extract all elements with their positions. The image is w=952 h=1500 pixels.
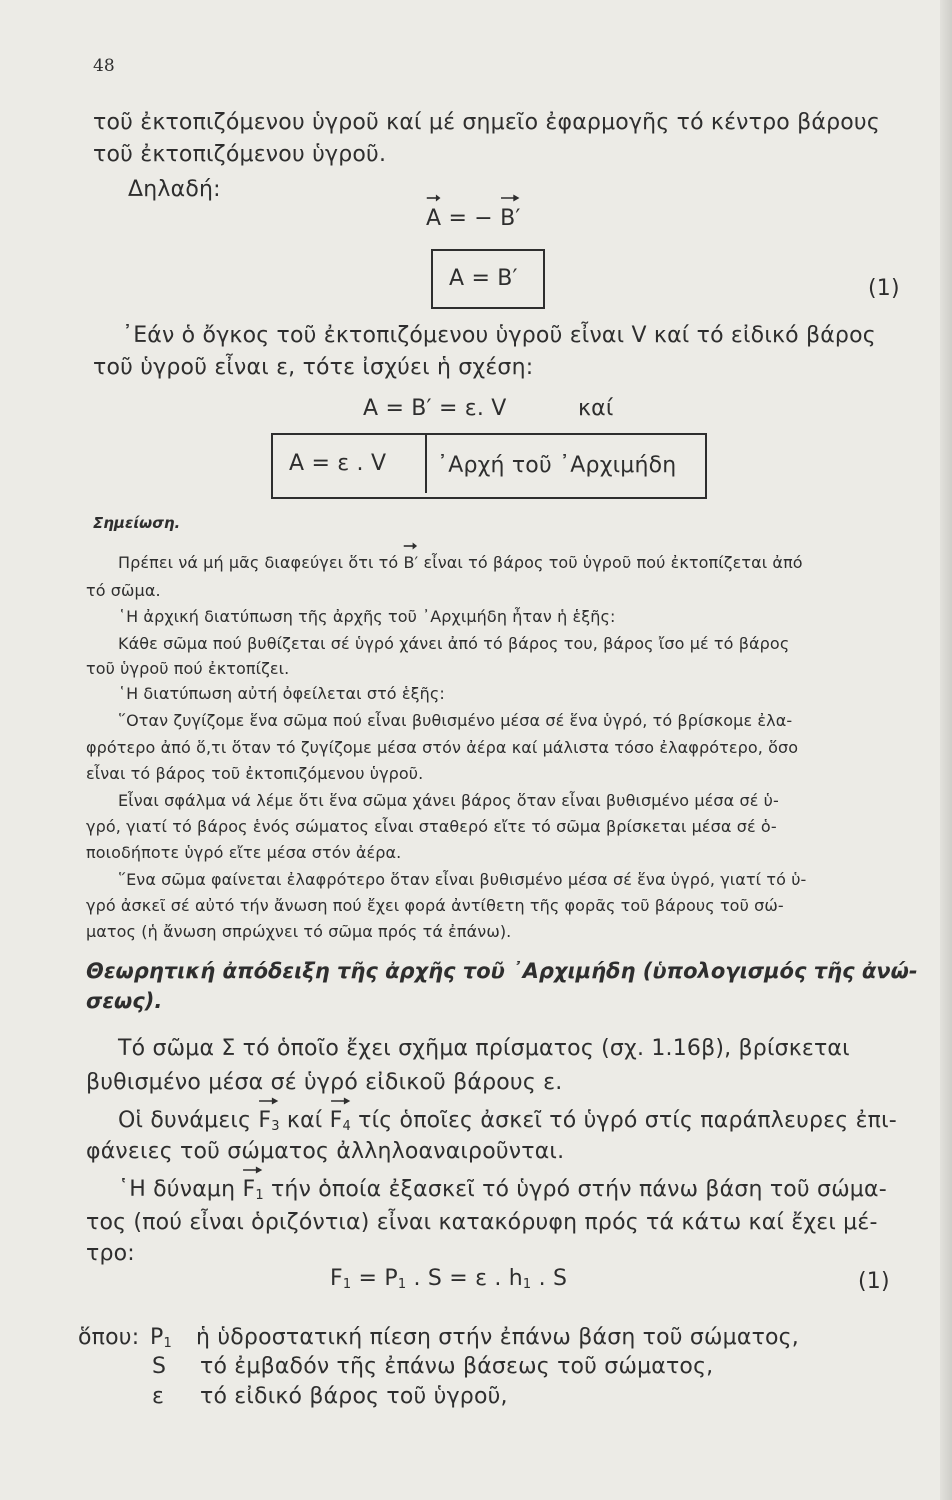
equation-2-kai: καί xyxy=(578,396,614,421)
archimedes-principle-label: ᾿Αρχή τοῦ ᾿Αρχιμήδη xyxy=(437,453,677,478)
where-symbol: S xyxy=(152,1354,167,1379)
where-definition: τό ἐμβαδόν τῆς ἐπάνω βάσεως τοῦ σώματος, xyxy=(200,1354,714,1379)
vector-F4: $F_4$ xyxy=(330,1108,351,1134)
where-symbol: ε xyxy=(152,1384,165,1409)
text-line: φάνειες τοῦ σώματος ἀλληλοαναιροῦνται. xyxy=(86,1139,565,1164)
page-number: 48 xyxy=(93,56,115,76)
note-line: ποιοδήποτε ὑγρό εἴτε μέσα στόν ἀέρα. xyxy=(86,843,402,862)
note-line: ῞Οταν ζυγίζομε ἕνα σῶμα πού εἶναι βυθισμένο μέσα σέ ἕνα ὑγρό, τό βρίσκομε ἐλα- xyxy=(118,711,793,730)
text-line: τοῦ ἐκτοπιζόμενου ὑγροῦ. xyxy=(93,142,387,167)
equation-3: A = ε . V xyxy=(289,451,387,476)
text-line: βυθισμένο μέσα σέ ὑγρό εἰδικοῦ βάρους ε. xyxy=(86,1070,563,1095)
note-title: Σημείωση. xyxy=(93,514,181,532)
where-definition: ἡ ὑδροστατική πίεση στήν ἐπάνω βάση τοῦ σώματος, xyxy=(196,1325,799,1350)
text-line: ᾿Εάν ὁ ὄγκος τοῦ ἐκτοπιζόμενου ὑγροῦ εἶναι V καί τό εἰδικό βάρος xyxy=(122,323,876,348)
page-edge xyxy=(940,0,952,1500)
text-line: Οἱ δυνάμεις $F_3$ καί $F_4$ τίς ὁποῖες ἀσκεῖ τό ὑγρό στίς παράπλευρες ἐπι- xyxy=(118,1108,897,1134)
note-line: Κάθε σῶμα πού βυθίζεται σέ ὑγρό χάνει ἀπό τό βάρος του, βάρος ἴσο μέ τό βάρος xyxy=(118,634,790,653)
text-line: Τό σῶμα Σ τό ὁποῖο ἔχει σχῆμα πρίσματος (σχ. 1.16β), βρίσκεται xyxy=(118,1036,850,1061)
section-heading: σεως). xyxy=(86,989,163,1013)
note-line: τοῦ ὑγροῦ πού ἐκτοπίζει. xyxy=(86,659,290,678)
equation-4: $F_1 = P_1$ . S = ε . $h_1$ . S xyxy=(330,1266,568,1292)
text-line: τος (πού εἶναι ὁριζόντια) εἶναι κατακόρυφη πρός τά κάτω καί ἔχει μέ- xyxy=(86,1210,878,1235)
text-line: ῾Η δύναμη $F_1$ τήν ὁποία ἐξασκεῖ τό ὑγρό στήν πάνω βάση τοῦ σώμα- xyxy=(118,1177,887,1203)
note-line: γρό, γιατί τό βάρος ἑνός σώματος εἶναι σταθερό εἴτε τό σῶμα βρίσκεται μέσα σέ ὁ- xyxy=(86,817,777,836)
equation-number: (1) xyxy=(868,276,900,301)
vector-F3: $F_3$ xyxy=(258,1108,279,1134)
where-symbol: $P_1$ xyxy=(150,1325,172,1351)
where-definition: τό εἰδικό βάρος τοῦ ὑγροῦ, xyxy=(200,1384,508,1409)
note-line: τό σῶμα. xyxy=(86,581,161,600)
note-line: ῾Η ἀρχική διατύπωση τῆς ἀρχῆς τοῦ ᾿Αρχιμήδη ἦταν ἡ ἑξῆς: xyxy=(118,607,616,626)
note-line: ματος (ἡ ἄνωση σπρώχνει τό σῶμα πρός τά ἐπάνω). xyxy=(86,922,512,941)
vector-B-prime-note: B′ xyxy=(403,553,418,572)
dilladi-label: Δηλαδή: xyxy=(128,177,221,202)
note-line: εἶναι τό βάρος τοῦ ἐκτοπιζόμενου ὑγροῦ. xyxy=(86,764,424,783)
equation-1: A = B′ xyxy=(449,266,518,291)
equation-number: (1) xyxy=(858,1269,890,1294)
vector-F1: $F_1$ xyxy=(242,1177,263,1203)
note-line: ῞Ενα σῶμα φαίνεται ἐλαφρότερο ὅταν εἶναι βυθισμένο μέσα σέ ἕνα ὑγρό, γιατί τό ὑ- xyxy=(118,870,807,889)
text-line: τρο: xyxy=(86,1241,135,1266)
where-label: ὅπου: xyxy=(78,1325,140,1350)
section-heading: Θεωρητική ἀπόδειξη τῆς ἀρχῆς τοῦ ᾿Αρχιμήδη (ὑπολογισμός τῆς ἀνώ- xyxy=(86,959,918,983)
note-line: ῾Η διατύπωση αὐτή ὀφείλεται στό ἑξῆς: xyxy=(118,684,445,703)
vector-B-prime: B′ xyxy=(500,206,521,231)
box-divider xyxy=(425,435,427,493)
equation-2: A = B′ = ε. V xyxy=(363,396,507,421)
vector-A: A xyxy=(426,206,441,231)
note-line: Πρέπει νά μή μᾶς διαφεύγει ὅτι τό B′ εἶναι τό βάρος τοῦ ὑγροῦ πού ἐκτοπίζεται ἀπό xyxy=(118,553,803,572)
vector-equation: A = − B′ xyxy=(426,206,521,231)
note-line: Εἶναι σφάλμα νά λέμε ὅτι ἕνα σῶμα χάνει βάρος ὅταν εἶναι βυθισμένο μέσα σέ ὑ- xyxy=(118,791,779,810)
note-line: φρότερο ἀπό ὅ,τι ὅταν τό ζυγίζομε μέσα στόν ἀέρα καί μάλιστα τόσο ἐλαφρότερο, ὅσο xyxy=(86,738,799,757)
text-line: τοῦ ἐκτοπιζόμενου ὑγροῦ καί μέ σημεῖο ἐφαρμογῆς τό κέντρο βάρους xyxy=(93,110,880,135)
note-line: γρό ἀσκεῖ σέ αὐτό τήν ἄνωση πού ἔχει φορά ἀντίθετη τῆς φορᾶς τοῦ βάρους τοῦ σώ- xyxy=(86,896,784,915)
text-line: τοῦ ὑγροῦ εἶναι ε, τότε ἰσχύει ἡ σχέση: xyxy=(93,355,534,380)
